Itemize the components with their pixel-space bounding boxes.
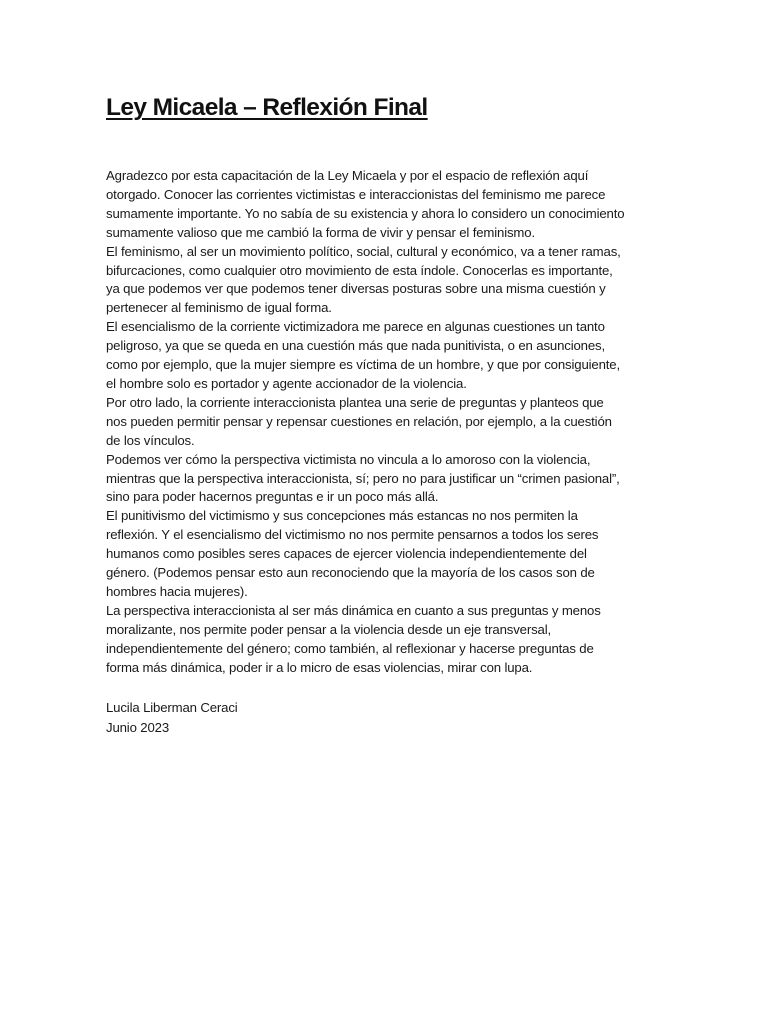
text-line: La perspectiva interaccionista al ser más dinámica en cuanto a sus preguntas y menos — [106, 602, 601, 618]
paragraph — [106, 507, 686, 602]
document-body — [106, 167, 686, 677]
text-line: pertenecer al feminismo de igual forma. — [106, 300, 332, 316]
text-line: sumamente valioso que me cambió la forma de vivir y pensar el feminismo. — [106, 224, 535, 240]
text-line: Podemos ver cómo la perspectiva victimista no vincula a lo amoroso con la violencia, — [106, 451, 591, 467]
paragraph — [106, 167, 686, 243]
signature-block — [106, 698, 238, 737]
text-line: ya que podemos ver que podemos tener diversas posturas sobre una misma cuestión y — [106, 281, 606, 297]
text-line: forma más dinámica, poder ir a lo micro de esas violencias, mirar con lupa. — [106, 659, 533, 675]
text-line: humanos como posibles seres capaces de ejercer violencia independientemente del — [106, 546, 587, 562]
text-line: mientras que la perspectiva interaccionista, sí; pero no para justificar un “crimen pasional”, — [106, 470, 620, 486]
paragraph — [106, 394, 686, 451]
text-line: moralizante, nos permite poder pensar a la violencia desde un eje transversal, — [106, 621, 551, 637]
text-line: de los vínculos. — [106, 432, 195, 448]
text-line: género. (Podemos pensar esto aun reconociendo que la mayoría de los casos son de — [106, 565, 595, 581]
paragraph — [106, 602, 686, 678]
text-line: peligroso, ya que se queda en una cuestión más que nada punitivista, o en asunciones, — [106, 338, 605, 354]
text-line: hombres hacia mujeres). — [106, 583, 248, 599]
text-line: como por ejemplo, que la mujer siempre es víctima de un hombre, y que por consiguiente, — [106, 357, 620, 373]
text-line: Agradezco por esta capacitación de la Ley Micaela y por el espacio de reflexión aquí — [106, 168, 589, 183]
paragraph — [106, 318, 686, 394]
text-line: El feminismo, al ser un movimiento político, social, cultural y económico, va a tener ramas, — [106, 243, 621, 259]
document-title: Ley Micaela – Reflexión Final — [106, 94, 428, 121]
text-line: otorgado. Conocer las corrientes victimistas e interaccionistas del feminismo me parece — [106, 186, 606, 202]
text-line: bifurcaciones, como cualquier otro movimiento de esta índole. Conocerlas es importante, — [106, 262, 613, 278]
text-line: Por otro lado, la corriente interaccionista plantea una serie de preguntas y planteos que — [106, 394, 604, 410]
text-line: El esencialismo de la corriente victimizadora me parece en algunas cuestiones un tanto — [106, 319, 605, 335]
text-line: el hombre solo es portador y agente accionador de la violencia. — [106, 375, 467, 391]
paragraph — [106, 243, 686, 319]
text-line: independientemente del género; como también, al reflexionar y hacerse preguntas de — [106, 640, 594, 656]
text-line: sumamente importante. Yo no sabía de su existencia y ahora lo considero un conocimiento — [106, 205, 625, 221]
text-line: sino para poder hacernos preguntas e ir un poco más allá. — [106, 489, 439, 505]
signature-date: Junio 2023 — [106, 719, 170, 735]
text-line: El punitivismo del victimismo y sus concepciones más estancas no nos permiten la — [106, 508, 578, 524]
paragraph — [106, 451, 686, 508]
author-name: Lucila Liberman Ceraci — [106, 700, 238, 715]
text-line: reflexión. Y el esencialismo del victimismo no nos permite pensarnos a todos los seres — [106, 527, 599, 543]
text-line: nos pueden permitir pensar y repensar cuestiones en relación, por ejemplo, a la cuestión — [106, 413, 612, 429]
